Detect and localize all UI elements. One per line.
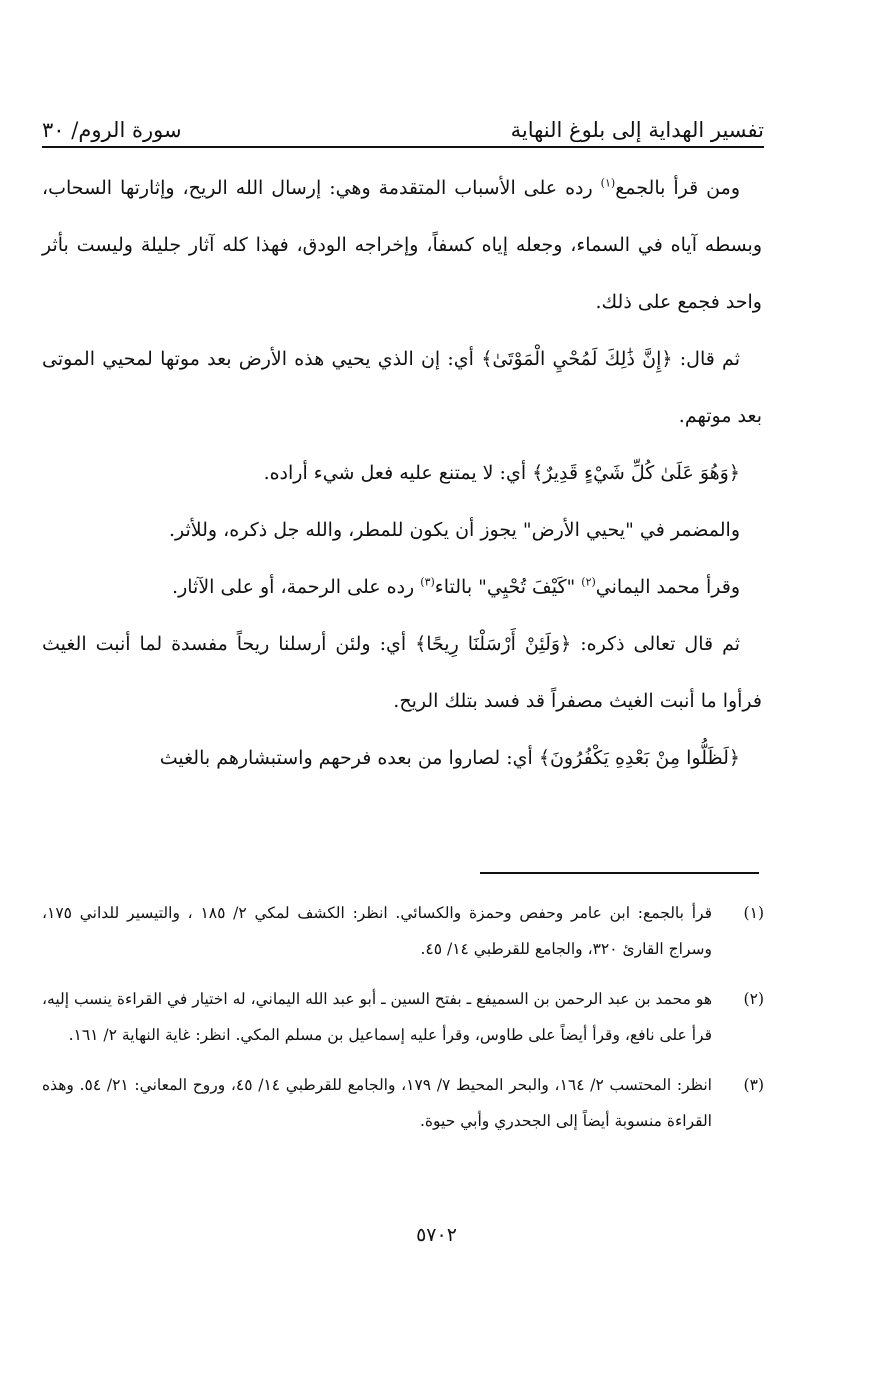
footnote-ref-3: (٣) bbox=[420, 575, 435, 589]
footnotes bbox=[42, 895, 764, 1153]
paragraph-1 bbox=[42, 160, 762, 331]
footnote-1 bbox=[42, 895, 764, 967]
paragraph-1-rest: رده على الأسباب المتقدمة وهي: إرسال الله الريح، وإثارتها السحاب، وبسطه آياه في السماء، وجعله إياه كسفاً، وإخراجه الودق، فهذا كله آثار جليلة وليست بأثر واحد فجمع على ذلك. bbox=[42, 177, 762, 313]
paragraph-5-middle: "كَيْفَ تُحْيِي" بالتاء bbox=[434, 576, 582, 598]
paragraph-4: والمضمر في "يحيي الأرض" يجوز أن يكون للمطر، والله جل ذكره، وللأثر. bbox=[168, 519, 740, 541]
page-number: ٥٧٠٢ bbox=[416, 1224, 457, 1246]
footnote-number: (١) bbox=[743, 904, 764, 922]
paragraph-7: ﴿لَظَلُّوا مِنْ بَعْدِهِ يَكْفُرُونَ﴾ أي: لصاروا من بعده فرحهم واستبشارهم بالغيث bbox=[159, 747, 740, 769]
footnote-3 bbox=[42, 1067, 764, 1139]
paragraph-1-start: ومن قرأ بالجمع bbox=[615, 177, 740, 199]
surah-reference: سورة الروم/ ٣٠ bbox=[42, 118, 182, 142]
paragraph-5-start: وقرأ محمد اليماني bbox=[595, 576, 740, 598]
paragraph-5 bbox=[42, 559, 762, 616]
footnote-ref-1: (١) bbox=[600, 176, 616, 190]
paragraph-6: ثم قال تعالى ذكره: ﴿وَلَئِنْ أَرْسَلْنَا رِيحًا﴾ أي: ولئن أرسلنا ريحاً مفسدة لما أنبت الغيث فرأوا ما أنبت الغيث مصفراً قد فسد بتلك الريح. bbox=[42, 633, 762, 712]
book-title: تفسير الهداية إلى بلوغ النهاية bbox=[510, 118, 764, 142]
footnote-number: (٢) bbox=[743, 990, 764, 1008]
footnote-text: انظر: المحتسب ٢/ ١٦٤، والبحر المحيط ٧/ ١٧٩، والجامع للقرطبي ١٤/ ٤٥، وروح المعاني: ٢١/ ٥٤. وهذه القراءة منسوبة أيضاً إلى الجحدري وأبي حيوة. bbox=[42, 1076, 712, 1130]
footnote-divider bbox=[480, 872, 759, 874]
footnote-text: هو محمد بن عبد الرحمن بن السميفع ـ بفتح السين ـ أبو عبد الله اليماني، له اختيار في القراءة ينسب إليه، قرأ على نافع، وقرأ أيضاً على طاوس، وقرأ عليه إسماعيل بن مسلم المكي. انظر: غاية النهاية ٢/ ١٦١. bbox=[42, 990, 712, 1044]
main-text bbox=[42, 160, 762, 787]
footnote-2 bbox=[42, 981, 764, 1053]
footnote-ref-2: (٢) bbox=[581, 575, 596, 589]
paragraph-2: ثم قال: ﴿إِنَّ ذَٰلِكَ لَمُحْيِ الْمَوْتَىٰ﴾ أي: إن الذي يحيي هذه الأرض بعد موتها لمحيي الموتى بعد موتهم. bbox=[42, 348, 762, 427]
paragraph-5-end: رده على الرحمة، أو على الآثار. bbox=[172, 576, 421, 598]
paragraph-3: ﴿وَهُوَ عَلَىٰ كُلِّ شَيْءٍ قَدِيرٌ﴾ أي: لا يمتنع عليه فعل شيء أراده. bbox=[263, 462, 740, 484]
footnote-number: (٣) bbox=[743, 1076, 764, 1094]
header-divider bbox=[42, 146, 764, 148]
footnote-text: قرأ بالجمع: ابن عامر وحفص وحمزة والكسائي. انظر: الكشف لمكي ٢/ ١٨٥ ، والتيسير للداني ١٧٥، وسراج القارئ ٣٢٠، والجامع للقرطبي ١٤/ ٤٥. bbox=[42, 904, 712, 958]
running-header bbox=[42, 100, 764, 142]
